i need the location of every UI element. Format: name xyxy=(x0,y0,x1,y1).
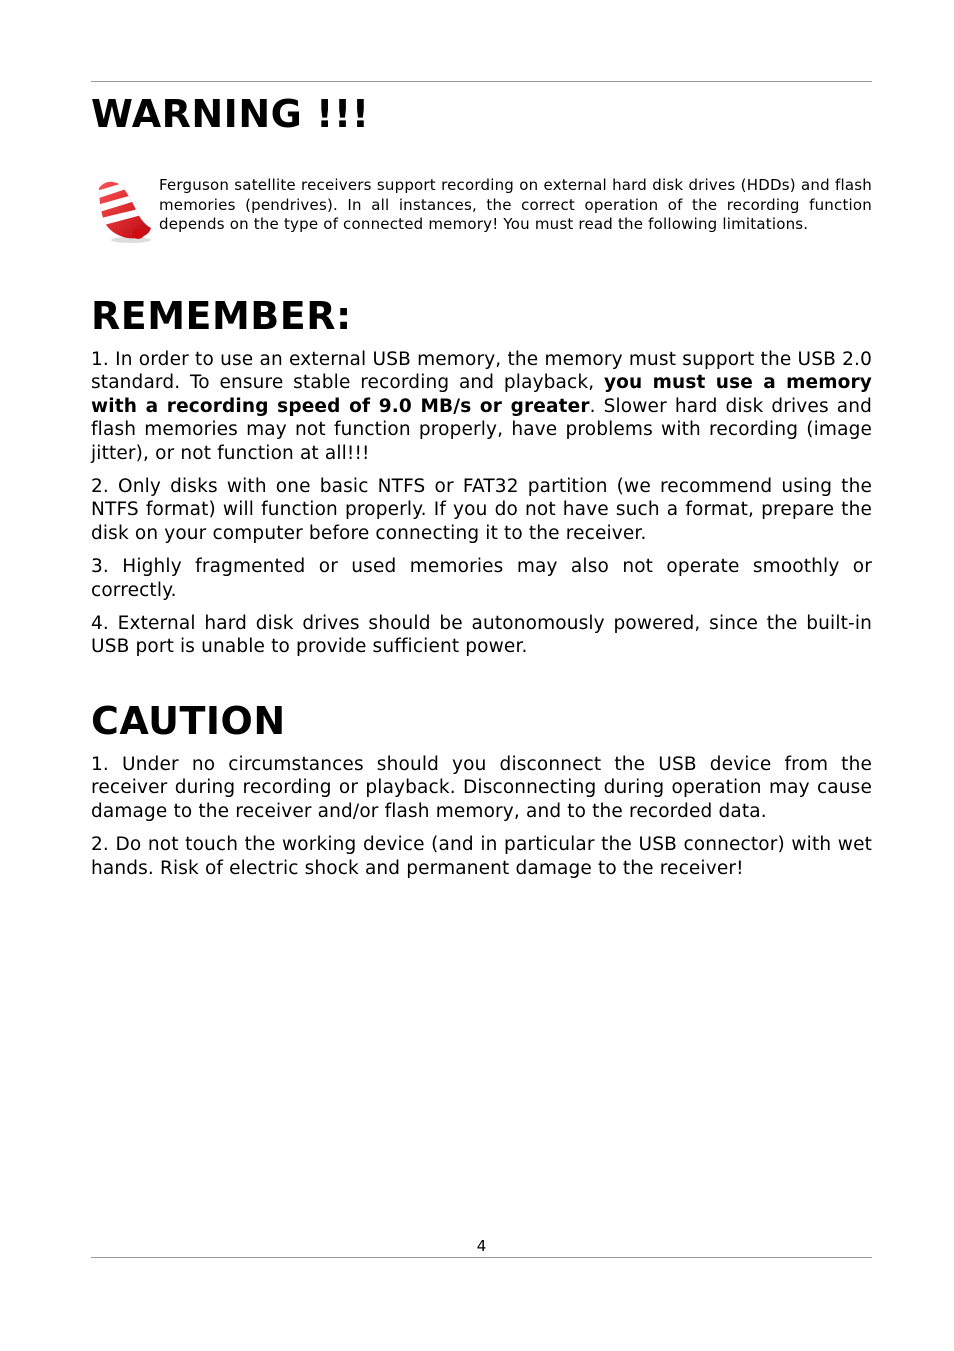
remember-heading: REMEMBER: xyxy=(91,294,352,338)
remember-list xyxy=(91,348,872,669)
remember-item-1-before: 1. In order to use an external USB memory, the memory must support the USB 2.0 standard. To ensure stable recording and playback, xyxy=(91,349,872,394)
caution-list xyxy=(91,753,872,890)
header-rule xyxy=(91,81,872,82)
warning-block xyxy=(91,176,872,260)
warning-text: Ferguson satellite receivers support recording on external hard disk drives (HDDs) and flash memories (pendrives). In all instances, the correct operation of the recording function depends on the type of connected memory! You must read the following limitations. xyxy=(159,176,872,234)
page-number: 4 xyxy=(476,1237,487,1255)
footer-rule xyxy=(91,1257,872,1258)
alarm-bell-icon xyxy=(93,178,155,244)
remember-item-2: 2. Only disks with one basic NTFS or FAT32 partition (we recommend using the NTFS format) will function properly. If you do not have such a format, prepare the disk on your computer before connecting it to the receiver. xyxy=(91,476,872,544)
caution-item-2: 2. Do not touch the working device (and in particular the USB connector) with wet hands. Risk of electric shock and permanent damage to the receiver! xyxy=(91,834,872,879)
remember-item-1-after: . Slower hard disk drives and flash memories may not function properly, have problems with recording (image jitter), or not function at all!!! xyxy=(91,395,872,464)
document-page xyxy=(91,0,872,1351)
caution-item-1: 1. Under no circumstances should you disconnect the USB device from the receiver during recording or playback. Disconnecting during operation may cause damage to the receiver and/or flash memory, and to the recorded data. xyxy=(91,754,872,822)
caution-heading: CAUTION xyxy=(91,699,286,743)
remember-item-1 xyxy=(91,348,872,465)
remember-item-3: 3. Highly fragmented or used memories may also not operate smoothly or correctly. xyxy=(91,556,872,601)
remember-item-4: 4. External hard disk drives should be autonomously powered, since the built-in USB port is unable to provide sufficient power. xyxy=(91,613,872,658)
warning-heading: WARNING !!! xyxy=(91,92,370,136)
remember-item-1-bold: you must use a memory with a recording speed of 9.0 MB/s or greater xyxy=(91,372,872,417)
